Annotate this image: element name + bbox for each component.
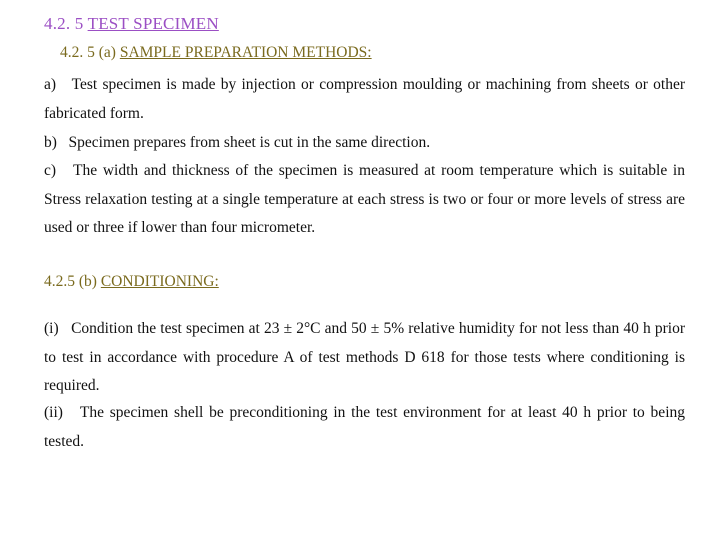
subsection-heading-sample-prep [60,44,372,62]
subsection-number: 4.2.5 (b) [44,273,97,290]
subsection-title: CONDITIONING: [100,273,219,290]
list-marker: (ii) [44,404,63,421]
list-item-text: Test specimen is made by injection or compression moulding or machining from sheets or other fabricated form. [44,76,685,122]
section-heading [44,14,219,34]
paragraph-a [44,71,685,128]
list-marker: b) [44,134,57,151]
list-item-text: The specimen shell be preconditioning in the test environment for at least 40 h prior to being tested. [44,404,685,450]
subsection-heading-conditioning [44,273,219,291]
list-marker: (i) [44,320,59,337]
list-marker: c) [44,162,57,179]
paragraph-ii [44,399,685,456]
section-title: TEST SPECIMEN [87,14,219,33]
subsection-number: 4.2. 5 (a) [60,44,116,61]
subsection-title: SAMPLE PREPARATION METHODS: [119,44,372,61]
list-item-text: The width and thickness of the specimen is measured at room temperature which is suitable in Stress relaxation testing at a single temperature at each stress is two or four or more levels of stress are used or three if lower than four micrometer. [44,162,685,236]
list-marker: a) [44,76,57,93]
paragraph-i [44,315,685,401]
list-item-text: Specimen prepares from sheet is cut in the same direction. [68,134,431,151]
section-number: 4.2. 5 [44,14,84,33]
list-item-text: Condition the test specimen at 23 ± 2°C and 50 ± 5% relative humidity for not less than 40 h prior to test in accordance with procedure A of test methods D 618 for those tests where conditioning is required. [44,320,686,394]
paragraph-c [44,157,685,243]
paragraph-b [44,129,685,158]
